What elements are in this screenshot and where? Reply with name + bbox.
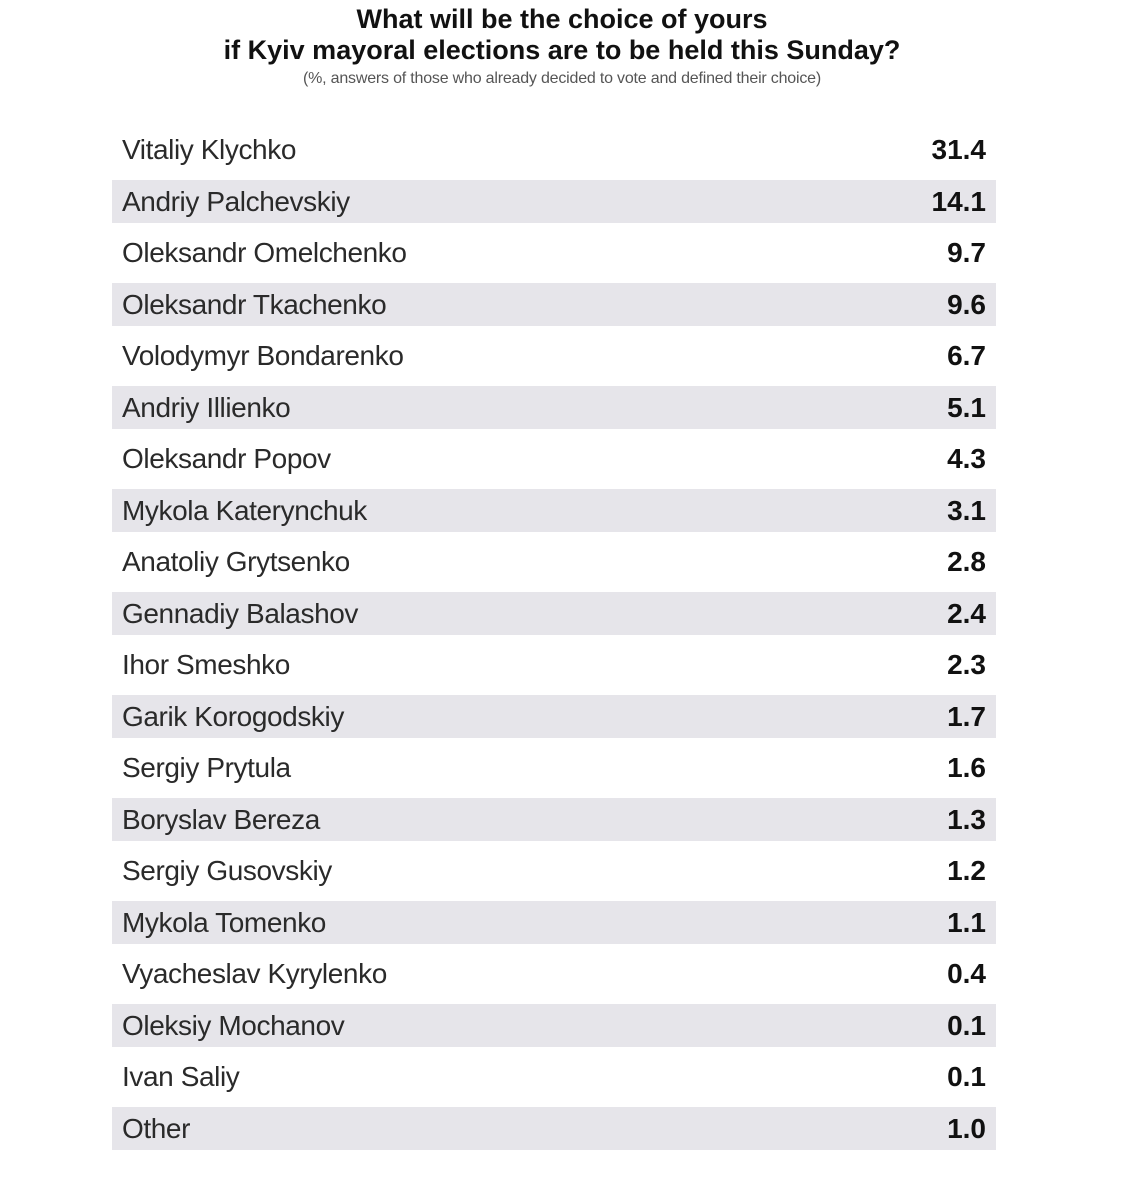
candidate-name: Vitaliy Klychko bbox=[122, 134, 297, 165]
results-table bbox=[112, 128, 996, 1158]
candidate-name: Ivan Saliy bbox=[122, 1061, 240, 1092]
candidate-percent: 1.7 bbox=[947, 700, 986, 732]
candidate-percent: 0.4 bbox=[947, 958, 986, 989]
candidate-name: Gennadiy Balashov bbox=[122, 597, 359, 629]
table-row bbox=[112, 231, 996, 274]
candidate-percent: 1.1 bbox=[947, 906, 986, 938]
table-row bbox=[112, 128, 996, 171]
table-row bbox=[112, 180, 996, 223]
candidate-name: Volodymyr Bondarenko bbox=[122, 340, 404, 371]
table-row bbox=[112, 437, 996, 480]
candidate-percent: 0.1 bbox=[947, 1061, 986, 1092]
candidate-percent: 1.6 bbox=[947, 752, 986, 783]
chart-subtitle: (%, answers of those who already decided to vote and defined their choice) bbox=[303, 70, 821, 87]
candidate-percent: 2.8 bbox=[947, 546, 986, 577]
candidate-percent: 3.1 bbox=[947, 494, 986, 526]
candidate-name: Garik Korogodskiy bbox=[122, 700, 344, 732]
chart-title-line-1: What will be the choice of yours bbox=[356, 4, 768, 34]
table-row bbox=[112, 283, 996, 326]
candidate-percent: 1.2 bbox=[947, 855, 986, 886]
table-row bbox=[112, 798, 996, 841]
candidate-name: Vyacheslav Kyrylenko bbox=[122, 958, 387, 989]
candidate-percent: 9.6 bbox=[947, 288, 986, 320]
candidate-percent: 6.7 bbox=[947, 340, 986, 371]
candidate-percent: 1.0 bbox=[947, 1112, 986, 1144]
chart-header bbox=[0, 0, 1124, 88]
candidate-name: Andriy Palchevskiy bbox=[122, 185, 350, 217]
candidate-name: Sergiy Prytula bbox=[122, 752, 291, 783]
table-row bbox=[112, 952, 996, 995]
table-row bbox=[112, 334, 996, 377]
candidate-name: Andriy Illienko bbox=[122, 391, 291, 423]
candidate-percent: 5.1 bbox=[947, 391, 986, 423]
table-row bbox=[112, 849, 996, 892]
candidate-name: Mykola Tomenko bbox=[122, 906, 326, 938]
table-row bbox=[112, 746, 996, 789]
candidate-percent: 4.3 bbox=[947, 443, 986, 474]
candidate-name: Oleksandr Omelchenko bbox=[122, 237, 407, 268]
candidate-name: Mykola Katerynchuk bbox=[122, 494, 367, 526]
candidate-name: Boryslav Bereza bbox=[122, 803, 320, 835]
candidate-name: Oleksiy Mochanov bbox=[122, 1009, 345, 1041]
table-row bbox=[112, 1004, 996, 1047]
candidate-percent: 14.1 bbox=[931, 185, 986, 217]
candidate-name: Anatoliy Grytsenko bbox=[122, 546, 350, 577]
candidate-percent: 1.3 bbox=[947, 803, 986, 835]
table-row bbox=[112, 1055, 996, 1098]
candidate-name: Oleksandr Tkachenko bbox=[122, 288, 387, 320]
table-row bbox=[112, 901, 996, 944]
table-row bbox=[112, 592, 996, 635]
table-row bbox=[112, 489, 996, 532]
candidate-name: Sergiy Gusovskiy bbox=[122, 855, 332, 886]
candidate-name: Oleksandr Popov bbox=[122, 443, 331, 474]
candidate-name: Ihor Smeshko bbox=[122, 649, 290, 680]
chart-title-line-2: if Kyiv mayoral elections are to be held this Sunday? bbox=[223, 35, 901, 65]
candidate-name: Other bbox=[122, 1112, 191, 1144]
table-row bbox=[112, 386, 996, 429]
candidate-percent: 2.3 bbox=[947, 649, 986, 680]
candidate-percent: 0.1 bbox=[947, 1009, 986, 1041]
candidate-percent: 31.4 bbox=[931, 134, 986, 165]
table-row bbox=[112, 540, 996, 583]
table-row bbox=[112, 695, 996, 738]
table-row bbox=[112, 643, 996, 686]
candidate-percent: 2.4 bbox=[947, 597, 986, 629]
table-row bbox=[112, 1107, 996, 1150]
candidate-percent: 9.7 bbox=[947, 237, 986, 268]
